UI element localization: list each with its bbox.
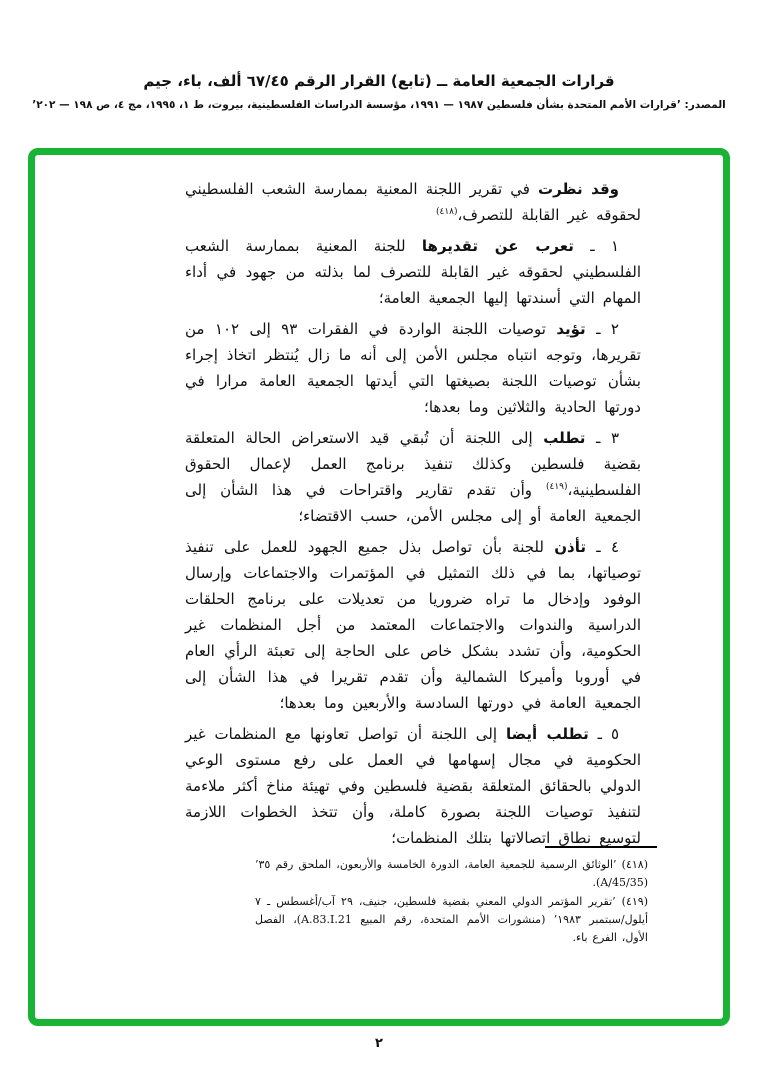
paragraph-text: في تقرير اللجنة المعنية بممارسة الشعب الفلسطيني لحقوقه غير القابلة للتصرف،	[185, 180, 641, 224]
body-paragraph	[185, 425, 641, 529]
paragraph-text: إلى اللجنة أن تواصل تعاونها مع المنظمات غير الحكومية في مجال إسهامها في العمل على رفع مستوى الوعي الدولي بالحقائق المتعلقة بقضية فلسطين وفي تهيئة مناخ أكثر ملاءمة لتنفيذ توصيات اللجنة بصورة كاملة، وأن تتخذ الخطوات اللازمة لتوسيع نطاق اتصالاتها بتلك المنظمات؛	[185, 725, 641, 847]
paragraph-lead-phrase: وقد نظرت	[538, 180, 619, 198]
source-citation-line: المصدر: ’قرارات الأمم المتحدة بشأن فلسطين ١٩٨٧ — ١٩٩١، مؤسسة الدراسات الفلسطينية، بيروت، ط ١، ١٩٩٥، مج ٤، ص ١٩٨ — ٢٠٢’	[32, 99, 726, 111]
page-header-title: قرارات الجمعية العامة ــ (تابع) القرار الرقم ٦٧/٤٥ ألف، باء، جيم	[143, 72, 615, 90]
body-paragraph	[185, 233, 641, 311]
body-paragraph	[185, 721, 641, 851]
paragraph-text: إلى اللجنة أن تُبقي قيد الاستعراض الحالة المتعلقة بقضية فلسطين وكذلك تنفيذ برنامج العمل لإعمال الحقوق الفلسطينية،	[185, 429, 641, 499]
footnote-separator-rule	[545, 846, 657, 848]
paragraph-tail: وأن تقدم تقارير واقتراحات في هذا الشأن إلى الجمعية العامة أو إلى مجلس الأمن، حسب الاقتضاء؛	[185, 481, 641, 525]
footnotes-block	[255, 856, 648, 948]
paragraph-text: للجنة المعنية بممارسة الشعب الفلسطيني لحقوقه غير القابلة للتصرف لما بذلته من جهود في أداء المهام التي أسندتها إليها الجمعية العامة؛	[185, 237, 641, 307]
paragraph-text: للجنة بأن تواصل بذل جميع الجهود للعمل على تنفيذ توصياتها، بما في ذلك التمثيل في المؤتمرات والاجتماعات وإرسال الوفود وإدخال ما تراه ضروريا من تعديلات على برنامج الحلقات الدراسية والندوات والاجتماعات المعتمد من أجل المنظمات غير الحكومية، وأن تشدد بشكل خاص على الحاجة إلى تعبئة الرأي العام في أوروبا وأميركا الشمالية وأن تقدم تقريرا في هذا الشأن إلى الجمعية العامة في دورتها السادسة والأربعين وما بعدها؛	[185, 538, 641, 712]
footnote-text: ’تقرير المؤتمر الدولي المعني بقضية فلسطين، جنيف، ٢٩ آب/أغسطس ـ ٧ أيلول/سبتمبر ١٩٨٣’ (منشورات الأمم المتحدة، رقم المبيع A.83.I.21)، الفصل الأول، الفرع باء.	[255, 895, 649, 944]
footnote	[255, 856, 648, 892]
footnote-reference: (٤١٩)	[546, 482, 568, 492]
page-number: ٢	[375, 1036, 383, 1051]
paragraph-number: ١ ـ	[573, 237, 619, 255]
paragraph-lead-phrase: تعرب عن تقديرها	[421, 237, 574, 255]
body-paragraph	[185, 316, 641, 420]
paragraph-number: ٥ ـ	[588, 725, 619, 743]
paragraph-number: ٢ ـ	[585, 320, 619, 338]
green-border-frame	[28, 148, 730, 1026]
footnote	[255, 893, 648, 947]
paragraph-lead-phrase: تؤيد	[556, 320, 586, 338]
paragraph-lead-phrase: تأذن	[554, 538, 586, 556]
footnote-text: ’الوثائق الرسمية للجمعية العامة، الدورة الخامسة والأربعون، الملحق رقم ٣٥’ (A/45/35).	[255, 858, 648, 889]
paragraph-text: توصيات اللجنة الواردة في الفقرات ٩٣ إلى ١٠٢ من تقريرها، وتوجه انتباه مجلس الأمن إلى أنه ما زال يُنتظر اتخاذ إجراء بشأن توصيات اللجنة بصيغتها التي أيدتها الجمعية العامة مرارا في دورتها الحادية والثلاثين وما بعدها؛	[185, 320, 641, 416]
footnote-label: (٤١٩)	[615, 895, 649, 908]
resolution-text-block	[185, 176, 641, 856]
paragraph-number: ٣ ـ	[585, 429, 620, 447]
body-paragraph	[185, 534, 641, 716]
paragraph-lead-phrase: تطلب أيضا	[505, 725, 589, 743]
paragraph-lead-phrase: تطلب	[543, 429, 586, 447]
body-paragraph	[185, 176, 641, 228]
paragraph-number: ٤ ـ	[586, 538, 619, 556]
footnote-label: (٤١٨)	[616, 858, 648, 871]
footnote-reference: (٤١٨)	[435, 207, 458, 217]
